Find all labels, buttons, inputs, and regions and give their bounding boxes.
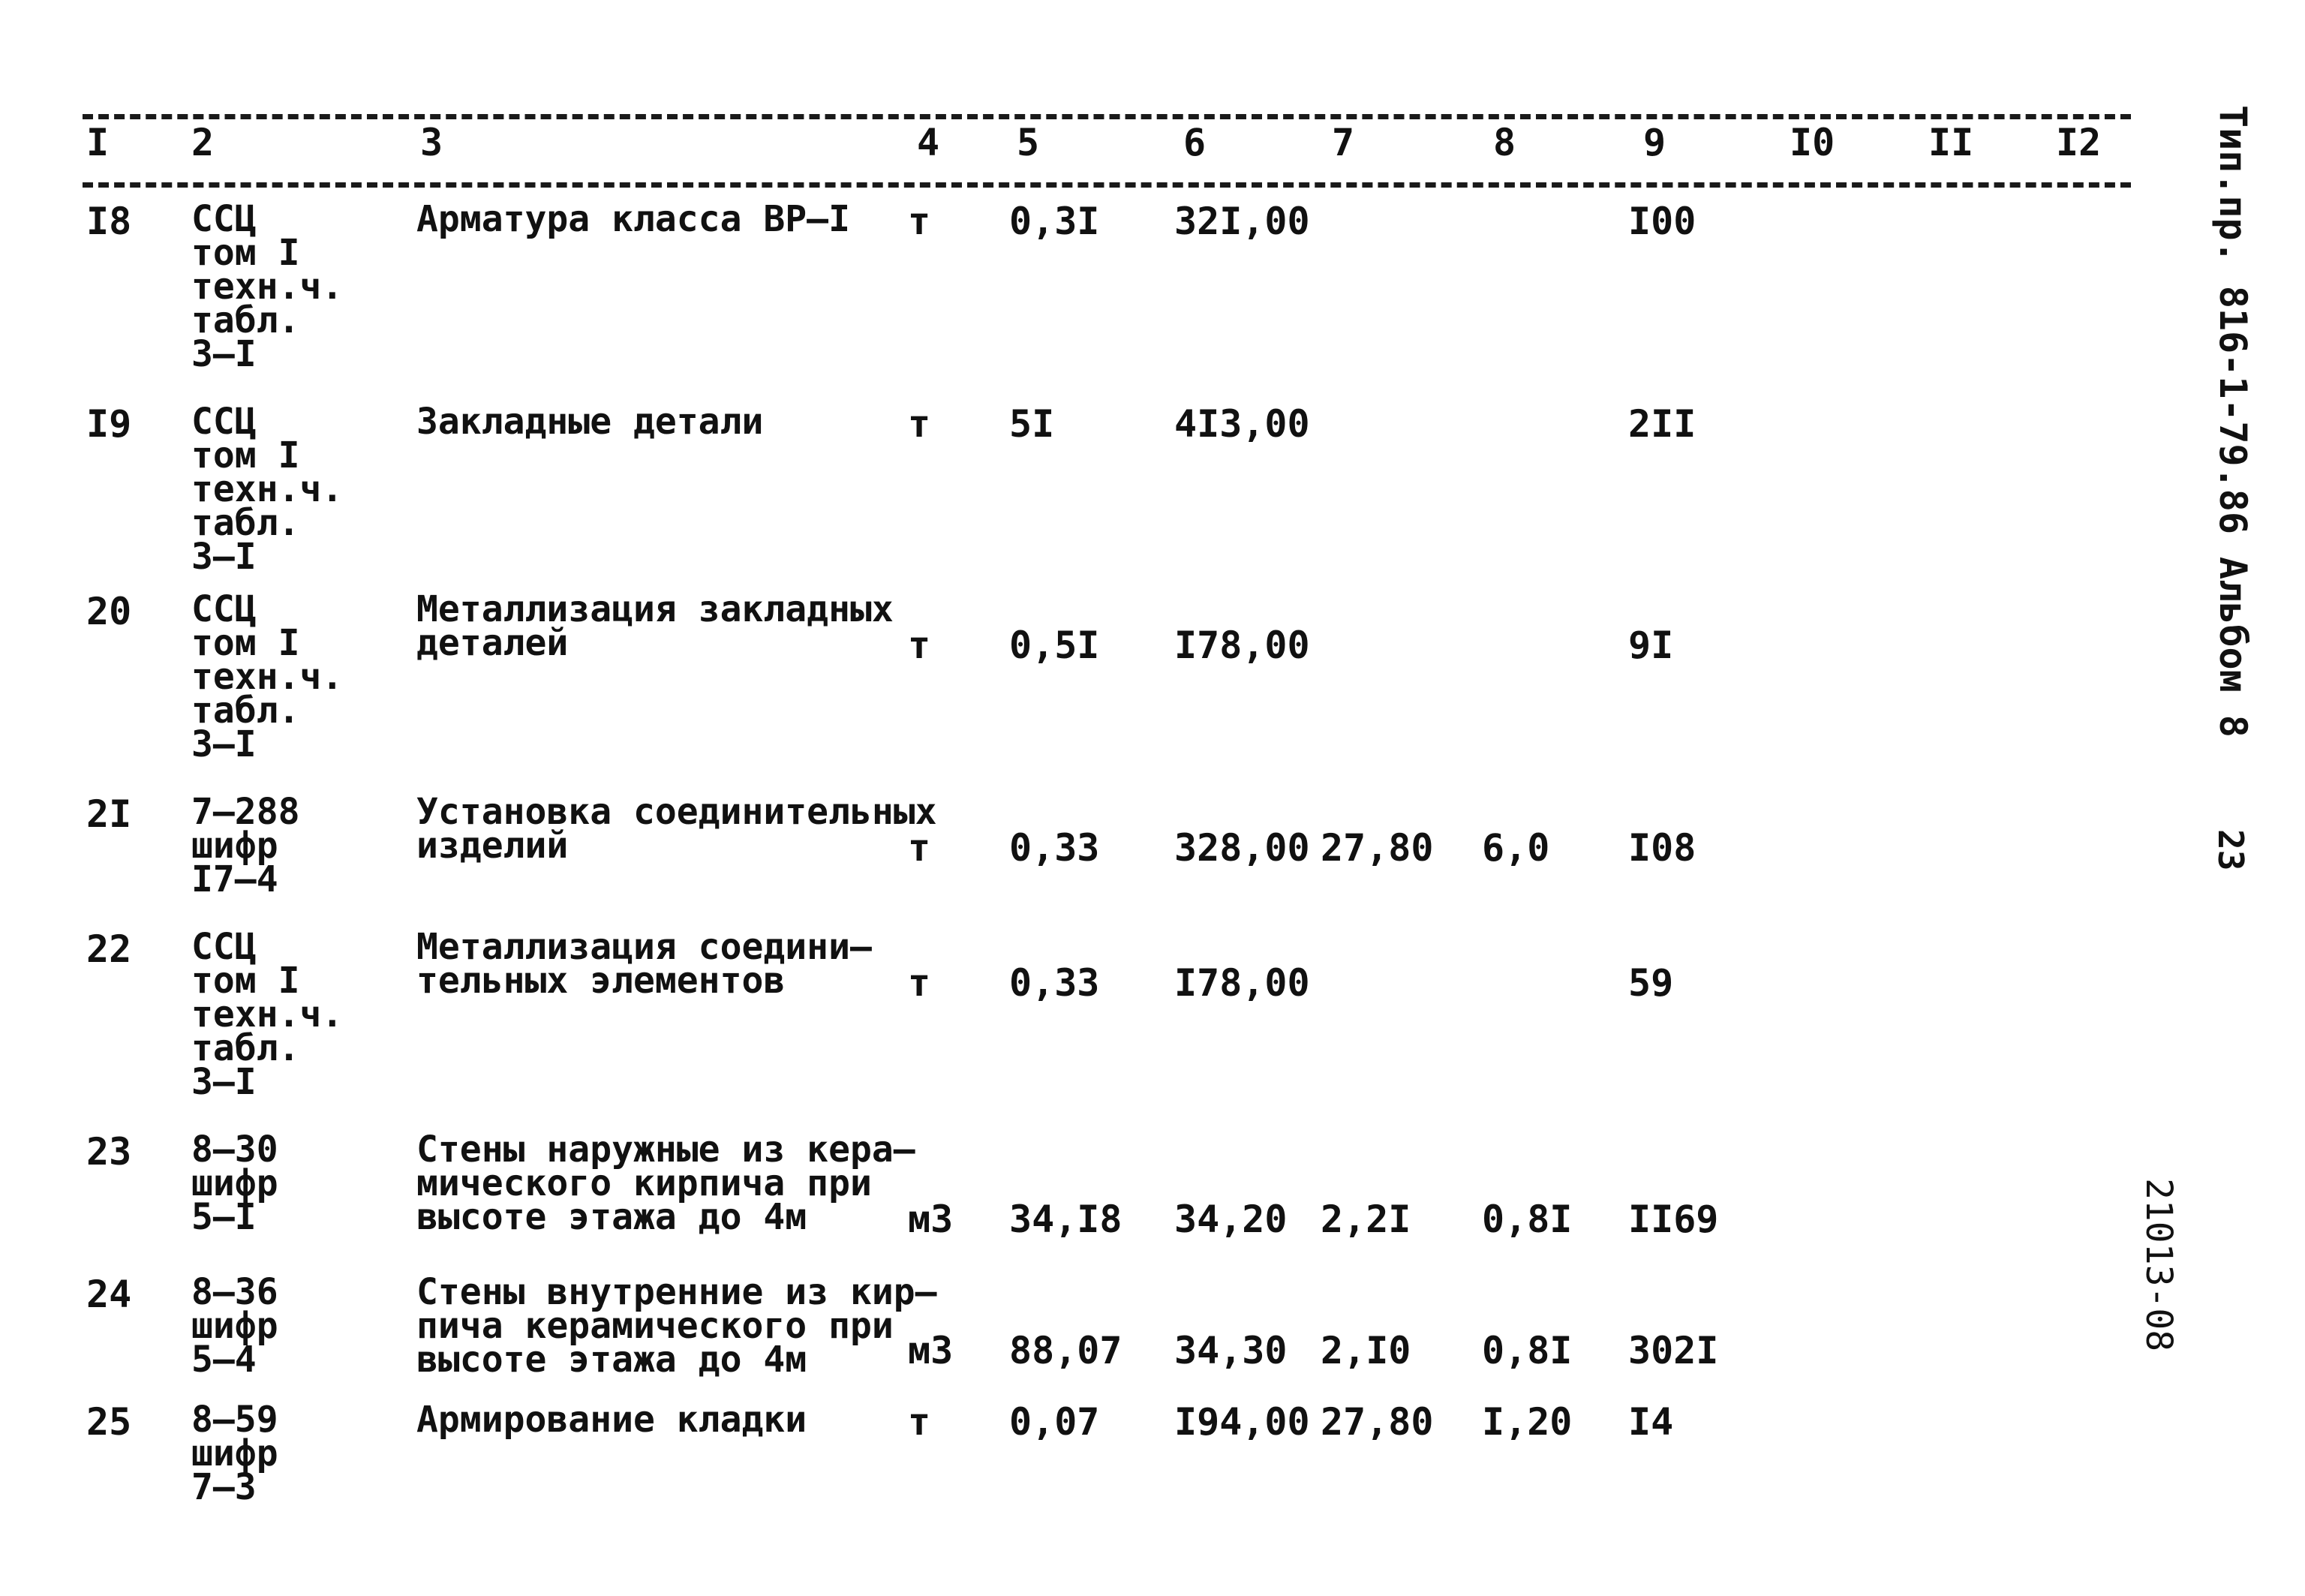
col7-cell: 27,80 [1321,826,1434,870]
code-line: ССЦ [191,198,257,240]
page-number: 23 [2210,829,2251,871]
code-line: шифр [191,1305,278,1347]
col6-cell: I78,00 [1174,961,1310,1005]
col9-cell: 302I [1628,1329,1719,1372]
row-description [416,791,937,867]
unit-cell: т [908,402,931,446]
code-line: 5–4 [191,1339,257,1381]
col5-cell: 0,3I [1009,200,1100,243]
unit-cell: т [908,200,931,243]
row-code [191,1399,278,1508]
col5-cell: 34,I8 [1009,1198,1122,1241]
row-number: 23 [86,1130,132,1174]
col8-cell: 0,8I [1482,1198,1573,1241]
col9-cell: I08 [1628,826,1696,870]
col9-cell: I4 [1628,1400,1674,1444]
row-number: 20 [86,590,132,633]
col7-cell: 2,I0 [1321,1329,1411,1372]
code-line: ССЦ [191,926,257,968]
row-description [416,401,764,443]
row-description [416,1129,915,1238]
col6-cell: 4I3,00 [1174,402,1310,446]
unit-cell: т [908,1400,931,1444]
code-line: техн.ч. [191,266,344,308]
col5-cell: 5I [1009,402,1055,446]
row-code [191,588,344,765]
col8-cell: 6,0 [1482,826,1550,870]
description-line: Стены внутренние из кир– [416,1271,937,1313]
code-line: том I [191,232,300,274]
header-col-1: I [86,121,110,164]
code-line: шифр [191,825,278,867]
row-number: 24 [86,1273,132,1316]
header-col-3: 3 [420,121,443,164]
document-code: 21013-08 [2138,1178,2180,1352]
row-description [416,1271,937,1381]
code-line: техн.ч. [191,993,344,1035]
code-line: 7–288 [191,791,300,833]
description-line: пича керамического при [416,1305,894,1347]
row-description [416,926,872,1002]
row-code [191,198,344,375]
col7-cell: 2,2I [1321,1198,1411,1241]
code-line: 8–36 [191,1271,278,1313]
col8-cell: 0,8I [1482,1329,1573,1372]
description-line: Металлизация закладных [416,588,894,630]
row-number: I9 [86,402,132,446]
code-line: табл. [191,690,300,732]
header-col-9: 9 [1643,121,1666,164]
code-line: техн.ч. [191,468,344,510]
unit-cell: т [908,624,931,667]
code-line: том I [191,434,300,476]
description-line: Установка соединительных [416,791,937,833]
code-line: 3–I [191,536,257,578]
description-line: Армирование кладки [416,1399,807,1441]
code-line: 8–59 [191,1399,278,1441]
code-line: I7–4 [191,858,278,900]
col5-cell: 0,5I [1009,624,1100,667]
col5-cell: 0,33 [1009,961,1100,1005]
row-number: I8 [86,200,132,243]
code-line: шифр [191,1162,278,1204]
col6-cell: I94,00 [1174,1400,1310,1444]
row-number: 25 [86,1400,132,1444]
description-line: высоте этажа до 4м [416,1196,807,1238]
col9-cell: I00 [1628,200,1696,243]
header-col-7: 7 [1332,121,1355,164]
description-line: Закладные детали [416,401,764,443]
code-line: том I [191,622,300,664]
row-description [416,198,850,240]
unit-cell: т [908,826,931,870]
header-bottom-rule [83,182,2131,188]
header-top-rule [83,114,2131,119]
col6-cell: 328,00 [1174,826,1310,870]
header-col-6: 6 [1183,121,1207,164]
code-line: ССЦ [191,401,257,443]
row-code [191,926,344,1103]
col6-cell: I78,00 [1174,624,1310,667]
code-line: 5–I [191,1196,257,1238]
description-line: тельных элементов [416,960,786,1002]
unit-cell: м3 [908,1329,954,1372]
col5-cell: 88,07 [1009,1329,1122,1372]
code-line: табл. [191,502,300,544]
col8-cell: I,20 [1482,1400,1573,1444]
row-code [191,791,300,900]
header-col-8: 8 [1493,121,1516,164]
col9-cell: II69 [1628,1198,1719,1241]
header-col-11: II [1928,121,1974,164]
code-line: шифр [191,1432,278,1474]
col6-cell: 34,30 [1174,1329,1288,1372]
description-line: мического кирпича при [416,1162,872,1204]
col9-cell: 9I [1628,624,1674,667]
header-col-5: 5 [1017,121,1040,164]
code-line: том I [191,960,300,1002]
col6-cell: 32I,00 [1174,200,1310,243]
description-line: деталей [416,622,569,664]
row-description [416,1399,807,1441]
code-line: 3–I [191,723,257,765]
code-line: 7–3 [191,1466,257,1508]
row-code [191,401,344,578]
row-code [191,1271,278,1381]
description-line: высоте этажа до 4м [416,1339,807,1381]
col5-cell: 0,07 [1009,1400,1100,1444]
col6-cell: 34,20 [1174,1198,1288,1241]
album-reference: Тип.пр. 816-1-79.86 Альбом 8 [2211,105,2255,738]
col7-cell: 27,80 [1321,1400,1434,1444]
row-description [416,588,894,664]
header-col-10: I0 [1790,121,1835,164]
unit-cell: м3 [908,1198,954,1241]
row-number: 2I [86,792,132,836]
description-line: Стены наружные из кера– [416,1129,915,1171]
col5-cell: 0,33 [1009,826,1100,870]
header-col-2: 2 [191,121,215,164]
code-line: техн.ч. [191,656,344,698]
unit-cell: т [908,961,931,1005]
description-line: изделий [416,825,569,867]
header-col-12: I2 [2056,121,2102,164]
code-line: табл. [191,1027,300,1069]
col9-cell: 59 [1628,961,1674,1005]
code-line: табл. [191,299,300,341]
col9-cell: 2II [1628,402,1696,446]
row-number: 22 [86,927,132,971]
header-col-4: 4 [917,121,940,164]
row-code [191,1129,278,1238]
code-line: ССЦ [191,588,257,630]
code-line: 8–30 [191,1129,278,1171]
code-line: 3–I [191,333,257,375]
description-line: Металлизация соедини– [416,926,872,968]
code-line: 3–I [191,1061,257,1103]
description-line: Арматура класса ВР–I [416,198,850,240]
